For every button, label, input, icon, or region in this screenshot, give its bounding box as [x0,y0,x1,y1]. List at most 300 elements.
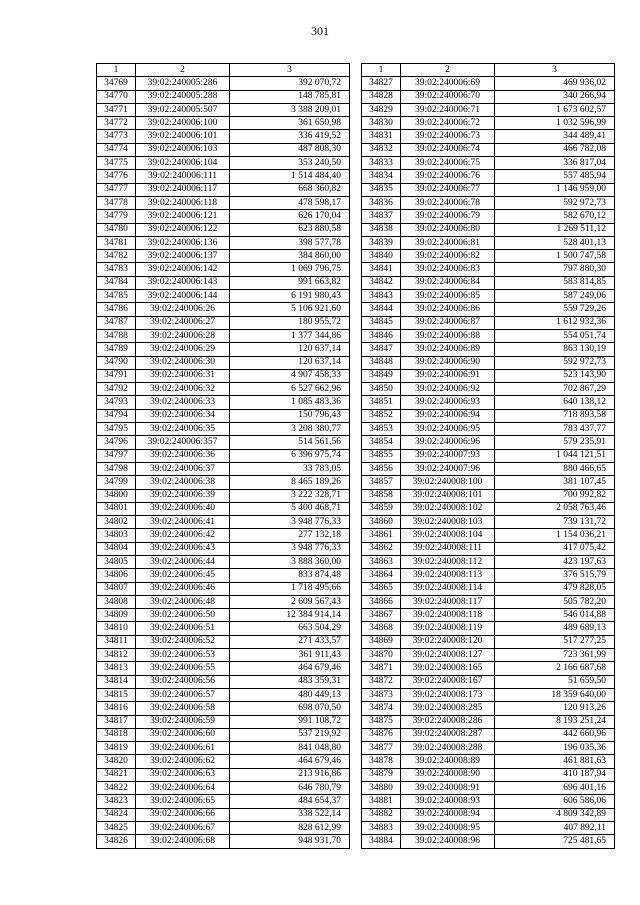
value-cell: 361 650,98 [230,117,350,130]
cadastral-number: 39:02:240006:31 [136,369,230,382]
cadastral-number: 39:02:240006:48 [136,595,230,608]
cadastral-number: 39:02:240006:53 [136,649,230,662]
value-cell: 1 673 602,57 [495,103,615,116]
cadastral-number: 39:02:240006:40 [136,502,230,515]
row-number: 34795 [97,423,136,436]
value-cell: 213 916,86 [230,768,350,781]
cadastral-number: 39:02:240006:39 [136,489,230,502]
value-cell: 606 586,06 [495,795,615,808]
table-row [97,476,350,489]
cadastral-number: 39:02:240006:76 [401,170,495,183]
row-number: 34879 [362,768,401,781]
table-row [97,210,350,223]
row-number: 34801 [97,502,136,515]
table-row [362,183,615,196]
cadastral-number: 39:02:240006:80 [401,223,495,236]
row-number: 34858 [362,489,401,502]
row-number: 34775 [97,157,136,170]
cadastral-number: 39:02:240006:111 [136,170,230,183]
table-row [362,622,615,635]
table-row [362,157,615,170]
row-number: 34854 [362,436,401,449]
cadastral-number: 39:02:240006:36 [136,449,230,462]
row-number: 34861 [362,529,401,542]
table-row [97,728,350,741]
row-number: 34877 [362,742,401,755]
value-cell: 640 138,12 [495,396,615,409]
value-cell: 663 504,29 [230,622,350,635]
table-row [97,635,350,648]
value-cell: 483 359,31 [230,675,350,688]
value-cell: 384 860,00 [230,250,350,263]
table-row [97,290,350,303]
value-cell: 1 146 959,00 [495,183,615,196]
row-number: 34880 [362,782,401,795]
table-row [362,90,615,103]
value-cell: 1 500 747,58 [495,250,615,263]
cadastral-number: 39:02:240006:78 [401,196,495,209]
value-cell: 546 014,88 [495,609,615,622]
cadastral-number: 39:02:240006:91 [401,369,495,382]
row-number: 34779 [97,210,136,223]
value-cell: 523 143,90 [495,369,615,382]
value-cell: 646 780,79 [230,782,350,795]
cadastral-number: 39:02:240006:69 [401,77,495,90]
table-row [97,250,350,263]
value-cell: 554 051,74 [495,329,615,342]
table-row [97,835,350,848]
row-number: 34780 [97,223,136,236]
value-cell: 528 401,13 [495,236,615,249]
value-cell: 725 481,65 [495,835,615,848]
table-row [97,183,350,196]
cadastral-number: 39:02:240008:89 [401,755,495,768]
value-cell: 33 783,05 [230,462,350,475]
table-row [97,715,350,728]
cadastral-number: 39:02:240008:112 [401,555,495,568]
value-cell: 120 913,26 [495,702,615,715]
row-number: 34793 [97,396,136,409]
row-number: 34820 [97,755,136,768]
cadastral-number: 39:02:240006:44 [136,555,230,568]
cadastral-number: 39:02:240008:103 [401,516,495,529]
table-row [97,90,350,103]
cadastral-number: 39:02:240006:117 [136,183,230,196]
cadastral-number: 39:02:240006:30 [136,356,230,369]
row-number: 34769 [97,77,136,90]
table-row [97,103,350,116]
table-row [97,742,350,755]
table-row [362,715,615,728]
page-number: 301 [311,24,329,38]
table-row [97,609,350,622]
table-row [362,303,615,316]
row-number: 34788 [97,329,136,342]
row-number: 34810 [97,622,136,635]
row-number: 34826 [97,835,136,848]
row-number: 34836 [362,196,401,209]
table-row [97,688,350,701]
row-number: 34816 [97,702,136,715]
row-number: 34828 [362,90,401,103]
cadastral-number: 39:02:240006:136 [136,236,230,249]
value-cell: 517 277,25 [495,635,615,648]
table-row [362,542,615,555]
cadastral-number: 39:02:240006:66 [136,808,230,821]
cadastral-number: 39:02:240006:28 [136,329,230,342]
cadastral-number: 39:02:240006:26 [136,303,230,316]
cadastral-number: 39:02:240006:71 [401,103,495,116]
value-cell: 3 888 360,00 [230,555,350,568]
cadastral-number: 39:02:240005:286 [136,77,230,90]
row-number: 34838 [362,223,401,236]
table-row [362,117,615,130]
table-row [97,157,350,170]
value-cell: 718 893,58 [495,409,615,422]
row-number: 34860 [362,516,401,529]
cadastral-number: 39:02:240006:63 [136,768,230,781]
cadastral-number: 39:02:240006:101 [136,130,230,143]
table-row [97,130,350,143]
row-number: 34853 [362,423,401,436]
table-row [362,236,615,249]
value-cell: 464 679,46 [230,662,350,675]
value-cell: 1 044 121,51 [495,449,615,462]
value-cell: 2 609 567,43 [230,595,350,608]
cadastral-number: 39:02:240008:111 [401,542,495,555]
value-cell: 505 782,20 [495,595,615,608]
cadastral-number: 39:02:240006:72 [401,117,495,130]
row-number: 34862 [362,542,401,555]
table-row [362,436,615,449]
row-number: 34791 [97,369,136,382]
cadastral-number: 39:02:240008:117 [401,595,495,608]
row-number: 34835 [362,183,401,196]
row-number: 34776 [97,170,136,183]
table-row [97,782,350,795]
row-number: 34881 [362,795,401,808]
table-row [97,196,350,209]
cadastral-number: 39:02:240006:61 [136,742,230,755]
value-cell: 592 972,73 [495,196,615,209]
value-cell: 587 249,06 [495,290,615,303]
row-number: 34819 [97,742,136,755]
value-cell: 150 796,43 [230,409,350,422]
table-row [97,768,350,781]
value-cell: 407 892,11 [495,821,615,834]
value-cell: 8 193 251,24 [495,715,615,728]
row-number: 34771 [97,103,136,116]
table-row [362,582,615,595]
value-cell: 410 187,94 [495,768,615,781]
row-number: 34857 [362,476,401,489]
value-cell: 5 106 921,60 [230,303,350,316]
row-number: 34809 [97,609,136,622]
table-row [362,316,615,329]
table-row [362,609,615,622]
cadastral-number: 39:02:240006:70 [401,90,495,103]
row-number: 34792 [97,383,136,396]
row-number: 34804 [97,542,136,555]
row-number: 34808 [97,595,136,608]
cadastral-number: 39:02:240006:65 [136,795,230,808]
table-row [362,462,615,475]
row-number: 34841 [362,263,401,276]
cadastral-number: 39:02:240006:35 [136,423,230,436]
table-row [362,635,615,648]
cadastral-number: 39:02:240006:67 [136,821,230,834]
row-number: 34834 [362,170,401,183]
value-cell: 1 718 495,66 [230,582,350,595]
cadastral-number: 39:02:240006:74 [401,143,495,156]
row-number: 34833 [362,157,401,170]
row-number: 34806 [97,569,136,582]
table-row [97,396,350,409]
table-row [97,117,350,130]
cadastral-number: 39:02:240008:165 [401,662,495,675]
cadastral-number: 39:02:240006:56 [136,675,230,688]
cadastral-number: 39:02:240008:90 [401,768,495,781]
row-number: 34865 [362,582,401,595]
row-number: 34787 [97,316,136,329]
value-cell: 148 785,81 [230,90,350,103]
cadastral-number: 39:02:240006:94 [401,409,495,422]
cadastral-number: 39:02:240006:77 [401,183,495,196]
row-number: 34840 [362,250,401,263]
cadastral-number: 39:02:240008:93 [401,795,495,808]
table-row [97,143,350,156]
row-number: 34884 [362,835,401,848]
value-cell: 841 048,80 [230,742,350,755]
cadastral-number: 39:02:240008:167 [401,675,495,688]
row-number: 34883 [362,821,401,834]
cadastral-number: 39:02:240006:50 [136,609,230,622]
table-row [97,263,350,276]
row-number: 34821 [97,768,136,781]
table-row [97,675,350,688]
row-number: 34852 [362,409,401,422]
table-row [362,489,615,502]
cadastral-number: 39:02:240006:100 [136,117,230,130]
row-number: 34872 [362,675,401,688]
value-cell: 489 689,13 [495,622,615,635]
table-row [362,290,615,303]
row-number: 34868 [362,622,401,635]
row-number: 34832 [362,143,401,156]
table-row [97,462,350,475]
value-cell: 702 867,29 [495,383,615,396]
cadastral-number: 39:02:240006:143 [136,276,230,289]
value-cell: 3 388 209,01 [230,103,350,116]
table-row [362,369,615,382]
row-number: 34882 [362,808,401,821]
cadastral-number: 39:02:240006:144 [136,290,230,303]
cadastral-number: 39:02:240006:84 [401,276,495,289]
cadastral-number: 39:02:240006:88 [401,329,495,342]
value-cell: 12 384 914,14 [230,609,350,622]
value-cell: 1 069 796,75 [230,263,350,276]
row-number: 34874 [362,702,401,715]
cadastral-number: 39:02:240008:100 [401,476,495,489]
table-row [97,77,350,90]
value-cell: 696 401,16 [495,782,615,795]
cadastral-number: 39:02:240006:43 [136,542,230,555]
row-number: 34807 [97,582,136,595]
value-cell: 18 359 640,00 [495,688,615,701]
value-cell: 336 419,52 [230,130,350,143]
table-row [362,196,615,209]
value-cell: 6 396 975,74 [230,449,350,462]
row-number: 34876 [362,728,401,741]
value-cell: 783 437,77 [495,423,615,436]
table-row [362,728,615,741]
value-cell: 442 660,96 [495,728,615,741]
value-cell: 592 972,73 [495,356,615,369]
value-cell: 398 577,78 [230,236,350,249]
cadastral-number: 39:02:240006:27 [136,316,230,329]
table-row [97,595,350,608]
table-row [97,383,350,396]
value-cell: 514 561,56 [230,436,350,449]
value-cell: 3 948 776,33 [230,516,350,529]
value-cell: 626 170,04 [230,210,350,223]
table-row [97,236,350,249]
table-row [362,210,615,223]
value-cell: 3 222 328,71 [230,489,350,502]
cadastral-number: 39:02:240008:285 [401,702,495,715]
row-number: 34784 [97,276,136,289]
table-row [362,569,615,582]
cadastral-number: 39:02:240006:92 [401,383,495,396]
table-row [362,77,615,90]
table-row [97,369,350,382]
cadastral-number: 39:02:240008:288 [401,742,495,755]
registry-table-right [361,63,615,849]
table-row [362,329,615,342]
value-cell: 1 154 036,21 [495,529,615,542]
table-header-row [362,64,615,77]
table-row [362,835,615,848]
value-cell: 579 235,91 [495,436,615,449]
table-row [362,595,615,608]
value-cell: 863 130,19 [495,343,615,356]
value-cell: 1 514 484,40 [230,170,350,183]
value-cell: 6 527 662,96 [230,383,350,396]
table-row [97,569,350,582]
table-row [362,649,615,662]
column-header-value: 3 [230,64,350,77]
value-cell: 423 197,63 [495,555,615,568]
value-cell: 700 992,82 [495,489,615,502]
table-row [362,130,615,143]
cadastral-number: 39:02:240008:113 [401,569,495,582]
row-number: 34799 [97,476,136,489]
table-row [97,702,350,715]
row-number: 34785 [97,290,136,303]
column-header-cadastral-number: 2 [401,64,495,77]
table-row [362,276,615,289]
value-cell: 361 911,43 [230,649,350,662]
cadastral-number: 39:02:240006:59 [136,715,230,728]
row-number: 34844 [362,303,401,316]
cadastral-number: 39:02:240008:94 [401,808,495,821]
row-number: 34873 [362,688,401,701]
cadastral-number: 39:02:240006:58 [136,702,230,715]
table-row [362,688,615,701]
cadastral-number: 39:02:240006:41 [136,516,230,529]
row-number: 34803 [97,529,136,542]
table-row [97,622,350,635]
column-header-value: 3 [495,64,615,77]
row-number: 34778 [97,196,136,209]
cadastral-number: 39:02:240006:45 [136,569,230,582]
cadastral-number: 39:02:240008:118 [401,609,495,622]
row-number: 34811 [97,635,136,648]
column-header-number: 1 [362,64,401,77]
value-cell: 480 449,13 [230,688,350,701]
row-number: 34790 [97,356,136,369]
row-number: 34786 [97,303,136,316]
row-number: 34773 [97,130,136,143]
cadastral-number: 39:02:240006:29 [136,343,230,356]
cadastral-number: 39:02:240008:102 [401,502,495,515]
table-row [362,263,615,276]
value-cell: 340 266,94 [495,90,615,103]
value-cell: 559 729,26 [495,303,615,316]
value-cell: 991 108,72 [230,715,350,728]
table-row [97,343,350,356]
table-row [97,555,350,568]
value-cell: 3 208 380,77 [230,423,350,436]
value-cell: 336 817,04 [495,157,615,170]
table-row [362,476,615,489]
value-cell: 1 269 511,12 [495,223,615,236]
cadastral-number: 39:02:240006:32 [136,383,230,396]
row-number: 34863 [362,555,401,568]
value-cell: 2 058 763,46 [495,502,615,515]
cadastral-number: 39:02:240006:86 [401,303,495,316]
table-row [362,516,615,529]
table-row [97,276,350,289]
cadastral-number: 39:02:240006:87 [401,316,495,329]
cadastral-number: 39:02:240006:89 [401,343,495,356]
value-cell: 120 637,14 [230,356,350,369]
table-row [362,821,615,834]
value-cell: 557 485,94 [495,170,615,183]
row-number: 34843 [362,290,401,303]
cadastral-number: 39:02:240006:96 [401,436,495,449]
row-number: 34847 [362,343,401,356]
row-number: 34772 [97,117,136,130]
table-row [362,396,615,409]
row-number: 34842 [362,276,401,289]
row-number: 34831 [362,130,401,143]
table-row [362,103,615,116]
table-row [97,502,350,515]
cadastral-number: 39:02:240006:103 [136,143,230,156]
table-row [97,409,350,422]
row-number: 34781 [97,236,136,249]
cadastral-number: 39:02:240006:33 [136,396,230,409]
value-cell: 277 132,18 [230,529,350,542]
value-cell: 376 515,79 [495,569,615,582]
value-cell: 469 936,02 [495,77,615,90]
cadastral-number: 39:02:240006:64 [136,782,230,795]
table-row [362,383,615,396]
table-row [97,223,350,236]
value-cell: 739 131,72 [495,516,615,529]
value-cell: 833 874,48 [230,569,350,582]
